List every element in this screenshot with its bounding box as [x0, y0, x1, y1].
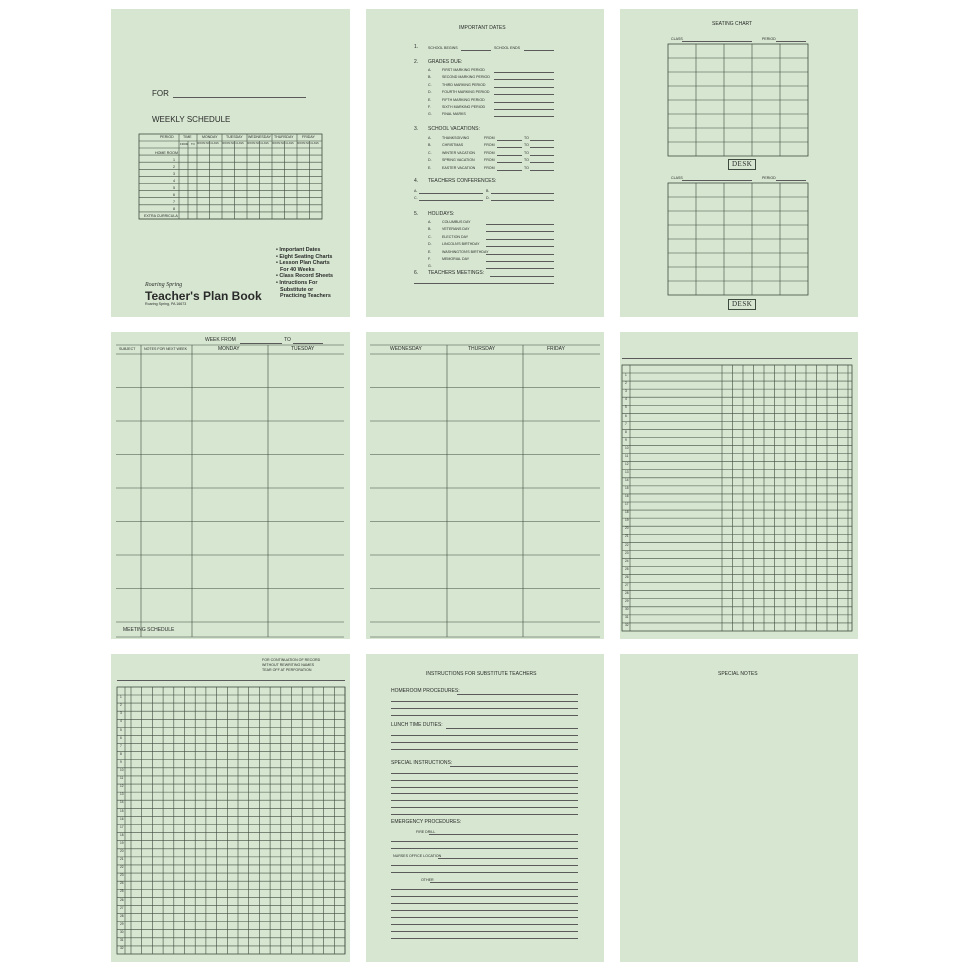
continuation-note: WITHOUT REWRITING NAMES [262, 663, 315, 667]
conf-letter: B. [486, 189, 490, 193]
desk-label: DESK [728, 299, 756, 310]
row-number: 29 [120, 921, 124, 926]
from-label: FROM [484, 143, 495, 148]
row-number: 10 [625, 445, 629, 450]
holiday-label: VETERANS DAY [442, 227, 470, 232]
vacation-label: CHRISTMAS [442, 143, 464, 148]
row-number: 30 [625, 607, 629, 611]
grid-frame [117, 687, 345, 954]
row-number: 8 [625, 429, 627, 434]
holiday-line [486, 261, 554, 262]
conf-line [419, 200, 483, 201]
row-number: 25 [120, 889, 124, 894]
holiday-line [486, 239, 554, 240]
school-vacations-title: SCHOOL VACATIONS: [428, 126, 480, 132]
answer-line [391, 800, 578, 801]
special-instructions-label: SPECIAL INSTRUCTIONS: [391, 760, 453, 766]
row-number: 11 [625, 453, 629, 458]
answer-line [391, 841, 578, 842]
row-number: 17 [625, 502, 629, 507]
vacation-from-line [497, 162, 522, 163]
list-letter: E. [428, 249, 432, 254]
col-time: TIME [183, 135, 192, 139]
substitute-instructions-page [366, 654, 604, 962]
sub-class: CLASS [285, 142, 294, 145]
weekly-schedule-title: WEEKLY SCHEDULE [152, 115, 231, 124]
grade-due-line [494, 72, 554, 73]
vacation-to-line [530, 162, 554, 163]
grade-period-label: FIFTH MARKING PERIOD [442, 97, 485, 102]
period-label: PERIOD [762, 37, 776, 41]
row-label: 3 [173, 172, 175, 176]
seating-title: SEATING CHART [712, 21, 753, 27]
school-ends-label: SCHOOL ENDS [494, 46, 521, 50]
list-letter: B. [428, 227, 432, 232]
answer-line [391, 708, 578, 709]
nurse-office-label: NURSES OFFICE LOCATION [393, 854, 442, 858]
list-letter: G. [428, 112, 432, 117]
grade-period-label: SECOND MARKING PERIOD [442, 75, 490, 80]
row-number: 31 [120, 938, 124, 942]
col-friday: FRIDAY [547, 346, 565, 352]
special-notes-title: SPECIAL NOTES [718, 671, 758, 677]
section-number: 6. [414, 270, 419, 276]
vacation-label: WINTER VACATION [442, 150, 476, 155]
school-ends-line [524, 50, 554, 51]
row-number: 23 [120, 873, 124, 878]
sub-room: ROOM NO. [272, 142, 286, 145]
col-period: PERIOD [160, 135, 174, 139]
brand-title: Teacher's Plan Book [145, 289, 262, 303]
holiday-line [486, 231, 554, 232]
answer-line [429, 834, 578, 835]
answer-line [391, 773, 578, 774]
answer-line [391, 910, 578, 911]
list-letter: B. [428, 75, 432, 80]
vacation-from-line [497, 170, 522, 171]
row-number: 18 [120, 832, 124, 837]
answer-line [391, 793, 578, 794]
row-number: 17 [120, 824, 124, 829]
row-number: 22 [625, 542, 629, 547]
answer-line [430, 882, 578, 883]
answer-line [391, 701, 578, 702]
seating-chart-page [620, 9, 858, 317]
answer-line [391, 903, 578, 904]
seating-grid [668, 44, 808, 156]
sub-class: CLASS [310, 142, 319, 145]
vacation-from-line [497, 140, 522, 141]
week-to-line [293, 343, 323, 344]
row-number: 16 [625, 494, 629, 499]
vacation-to-line [530, 170, 554, 171]
row-label: HOME ROOM [155, 151, 178, 155]
list-letter: B. [428, 143, 432, 148]
row-number: 21 [120, 857, 124, 862]
answer-line [391, 924, 578, 925]
row-number: 16 [120, 816, 124, 821]
list-letter: C. [428, 150, 432, 155]
answer-line [391, 807, 578, 808]
list-letter: F. [428, 257, 431, 261]
fire-drill-label: FIRE DRILL [416, 830, 436, 834]
col-notes: NOTES FOR NEXT WEEK [144, 347, 188, 351]
row-number: 21 [625, 534, 629, 539]
cover-page [111, 9, 350, 317]
conf-letter: A. [414, 189, 418, 193]
seating-grid [668, 183, 808, 295]
to-label: TO [524, 158, 529, 163]
row-label: 1 [173, 158, 175, 162]
col-thursday: THURSDAY [274, 135, 294, 139]
to-label: TO [524, 165, 529, 170]
meetings-line [414, 283, 554, 284]
row-number: 2 [625, 381, 627, 386]
feature-item: • Class Record Sheets [276, 273, 334, 280]
record-name-line [117, 680, 345, 681]
list-letter: D. [428, 158, 432, 163]
grade-due-line [494, 102, 554, 103]
row-number: 6 [625, 413, 627, 418]
sub-class: CLASS [210, 142, 219, 145]
row-number: 8 [120, 751, 122, 756]
period-label: PERIOD [762, 176, 776, 180]
sub-room: ROOM NO. [197, 142, 211, 145]
class-record-grid [117, 687, 345, 954]
class-line [682, 41, 752, 42]
list-letter: A. [428, 136, 432, 140]
row-number: 24 [120, 881, 124, 886]
vacation-label: EASTER VACATION [442, 165, 476, 170]
grade-period-label: FIRST MARKING PERIOD [442, 68, 485, 72]
col-wednesday: WEDNESDAY [390, 346, 422, 352]
feature-list [276, 247, 333, 300]
vacation-label: SPRING VACATION [442, 158, 475, 163]
grade-due-line [494, 116, 554, 117]
feature-item: • Lesson Plan Charts [276, 260, 330, 267]
row-number: 32 [625, 623, 629, 628]
desk-label: DESK [728, 159, 756, 170]
row-number: 6 [120, 735, 122, 740]
answer-line [438, 858, 578, 859]
holiday-label: LINCOLN'S BIRTHDAY [442, 242, 480, 247]
to-label: TO [524, 143, 529, 148]
meeting-schedule-label: MEETING SCHEDULE [123, 627, 175, 633]
row-number: 10 [120, 768, 124, 773]
important-dates-page [366, 9, 604, 317]
for-label: FOR [152, 89, 169, 98]
answer-line [450, 766, 578, 767]
row-number: 9 [625, 437, 627, 442]
grade-period-label: FOURTH MARKING PERIOD [442, 90, 490, 95]
row-number: 26 [625, 574, 629, 579]
conf-letter: C. [414, 196, 418, 200]
list-letter: C. [428, 234, 432, 239]
section-number: 1. [414, 44, 419, 50]
list-letter: D. [428, 90, 432, 95]
conf-line [491, 200, 554, 201]
holiday-label: WASHINGTON'S BIRTHDAY [442, 249, 489, 254]
grade-due-line [494, 109, 554, 110]
row-number: 13 [120, 792, 124, 797]
answer-line [391, 749, 578, 750]
row-label: 6 [173, 193, 175, 197]
row-number: 32 [120, 946, 124, 951]
grade-period-label: THIRD MARKING PERIOD [442, 82, 486, 87]
row-number: 3 [120, 711, 122, 716]
week-from-line [240, 343, 282, 344]
row-number: 24 [625, 558, 629, 563]
list-letter: A. [428, 220, 432, 224]
list-letter: F. [428, 105, 431, 109]
row-label: 2 [173, 165, 175, 169]
row-number: 20 [625, 526, 629, 531]
section-number: 4. [414, 178, 419, 184]
other-label: OTHER [421, 878, 434, 882]
row-number: 13 [625, 469, 629, 474]
list-letter: C. [428, 82, 432, 87]
feature-item: • Important Dates [276, 247, 321, 253]
from-label: FROM [484, 150, 495, 155]
row-label: 8 [173, 207, 175, 211]
row-number: 5 [120, 727, 122, 732]
holiday-line [486, 268, 554, 269]
row-number: 12 [120, 784, 124, 789]
special-notes-page [620, 654, 858, 962]
section-number: 5. [414, 211, 419, 217]
holiday-line [486, 224, 554, 225]
lesson-plan-left-page [111, 332, 350, 639]
lesson-plan-grid [116, 345, 344, 637]
period-line [776, 41, 806, 42]
holiday-line [486, 254, 554, 255]
row-number: 26 [120, 897, 124, 902]
conf-line [419, 193, 483, 194]
row-number: 31 [625, 615, 629, 620]
row-number: 27 [625, 582, 629, 587]
row-number: 5 [625, 405, 627, 410]
row-label: 5 [173, 186, 175, 190]
feature-item: • Intructions For [276, 279, 318, 286]
to-label: TO [524, 150, 529, 155]
answer-line [391, 872, 578, 873]
list-letter: G. [428, 264, 432, 269]
answer-line [391, 742, 578, 743]
row-number: 23 [625, 550, 629, 555]
col-wednesday: WEDNESDAY [248, 135, 271, 139]
row-number: 19 [625, 518, 629, 523]
row-number: 28 [625, 590, 629, 595]
col-monday: MONDAY [202, 135, 218, 139]
continuation-note: TEAR OFF AT PERFORATION [262, 668, 312, 672]
class-record-page [620, 332, 858, 639]
week-to-label: TO [284, 337, 291, 343]
answer-line [391, 848, 578, 849]
section-number: 3. [414, 126, 419, 132]
col-subject: SUBJECT [119, 347, 136, 351]
from-label: FROM [484, 158, 495, 163]
from-label: FROM [484, 165, 495, 170]
vacation-to-line [530, 155, 554, 156]
row-label: 7 [173, 200, 175, 204]
holiday-label: MEMORIAL DAY [442, 257, 470, 261]
class-line [682, 180, 752, 181]
sub-class: CLASS [235, 142, 244, 145]
for-line [173, 97, 306, 98]
to-label: TO [524, 136, 529, 140]
col-tuesday: TUESDAY [226, 135, 243, 139]
continuation-note: FOR CONTINUATION OF RECORD [262, 658, 321, 662]
grade-due-line [494, 94, 554, 95]
holiday-label: COLUMBUS DAY [442, 220, 471, 224]
school-begins-line [461, 50, 491, 51]
grade-due-line [494, 87, 554, 88]
from-label: FROM [484, 136, 495, 140]
grades-due-title: GRADES DUE: [428, 59, 463, 65]
section-number: 2. [414, 59, 419, 65]
grade-period-label: SIXTH MARKING PERIOD [442, 105, 486, 109]
week-from-label: WEEK FROM [205, 337, 236, 343]
holiday-line [486, 246, 554, 247]
teachers-meetings-title: TEACHERS MEETINGS: [428, 270, 485, 276]
homeroom-label: HOMEROOM PROCEDURES: [391, 688, 460, 694]
class-label: CLASS [671, 176, 683, 180]
vacation-to-line [530, 140, 554, 141]
vacation-to-line [530, 147, 554, 148]
answer-line [391, 917, 578, 918]
answer-line [391, 931, 578, 932]
row-number: 14 [120, 800, 124, 805]
answer-line [391, 787, 578, 788]
teachers-conferences-title: TEACHERS CONFERENCES: [428, 178, 497, 184]
list-letter: D. [428, 242, 432, 247]
row-number: 20 [120, 848, 124, 853]
record-name-line [622, 358, 852, 359]
row-number: 28 [120, 913, 124, 918]
answer-line [391, 896, 578, 897]
lesson-plan-right-page [366, 332, 604, 639]
row-number: 1 [625, 373, 627, 378]
row-number: 7 [625, 421, 627, 426]
row-number: 18 [625, 510, 629, 515]
answer-line [446, 728, 578, 729]
list-letter: E. [428, 165, 432, 170]
vacation-from-line [497, 147, 522, 148]
answer-line [391, 814, 578, 815]
row-number: 25 [625, 566, 629, 571]
list-letter: E. [428, 97, 432, 102]
row-label: EXTRA CURRICULA [144, 214, 178, 218]
answer-line [391, 889, 578, 890]
vacation-label: THANKSGIVING [442, 136, 470, 140]
row-number: 7 [120, 743, 122, 748]
answer-line [391, 938, 578, 939]
row-number: 15 [120, 808, 124, 813]
row-number: 12 [625, 461, 629, 466]
row-number: 29 [625, 598, 629, 603]
row-number: 19 [120, 840, 124, 845]
weekly-schedule-grid [139, 134, 322, 219]
row-number: 9 [120, 759, 122, 764]
holidays-title: HOLIDAYS: [428, 211, 455, 217]
answer-line [457, 694, 578, 695]
emergency-label: EMERGENCY PROCEDURES: [391, 819, 462, 825]
brand-address: Roaring Spring, PA 16673 [145, 302, 187, 306]
row-number: 3 [625, 389, 627, 394]
record-continuation-page [111, 654, 350, 962]
conf-letter: D. [486, 196, 490, 200]
grade-period-label: FINAL MARKS [442, 112, 466, 117]
answer-line [391, 780, 578, 781]
school-begins-label: SCHOOL BEGINS [428, 46, 458, 50]
substitute-title: INSTRUCTIONS FOR SUBSTITUTE TEACHERS [426, 671, 537, 677]
lunch-duties-label: LUNCH TIME DUTIES: [391, 722, 443, 728]
col-friday: FRIDAY [302, 135, 315, 139]
sub-room: ROOM NO. [297, 142, 311, 145]
grid-frame [622, 365, 852, 631]
answer-line [391, 865, 578, 866]
grade-due-line [494, 79, 554, 80]
sub-to: TO [191, 142, 195, 146]
answer-line [391, 735, 578, 736]
dates-title: IMPORTANT DATES [459, 25, 506, 31]
class-label: CLASS [671, 37, 683, 41]
sub-class: CLASS [260, 142, 269, 145]
class-record-grid [622, 365, 852, 631]
list-letter: A. [428, 68, 432, 72]
row-number: 15 [625, 486, 629, 491]
feature-item: For 40 Weeks [280, 266, 315, 273]
row-number: 27 [120, 905, 124, 910]
row-number: 2 [120, 703, 122, 708]
feature-item: Practicing Teachers [280, 293, 331, 300]
row-number: 14 [625, 478, 629, 482]
row-number: 11 [120, 776, 124, 781]
row-number: 1 [120, 695, 122, 700]
vacation-from-line [497, 155, 522, 156]
sub-from: FROM [180, 142, 189, 146]
feature-item: • Eight Seating Charts [276, 253, 333, 260]
row-number: 22 [120, 865, 124, 870]
sub-room: ROOM NO. [247, 142, 261, 145]
row-number: 4 [120, 719, 122, 724]
sub-room: ROOM NO. [222, 142, 236, 145]
conf-line [491, 193, 554, 194]
row-label: 4 [173, 179, 175, 183]
period-line [776, 180, 806, 181]
feature-item: Substitute or [280, 286, 314, 293]
row-number: 4 [625, 397, 627, 402]
meetings-line [490, 276, 554, 277]
answer-line [391, 715, 578, 716]
col-tuesday: TUESDAY [291, 346, 315, 352]
row-number: 30 [120, 929, 124, 934]
col-thursday: THURSDAY [468, 346, 496, 352]
holiday-label: ELECTION DAY [442, 234, 469, 239]
col-monday: MONDAY [218, 346, 240, 352]
brand-script-logo: Roaring Spring [145, 282, 183, 288]
lesson-plan-grid [370, 345, 600, 637]
